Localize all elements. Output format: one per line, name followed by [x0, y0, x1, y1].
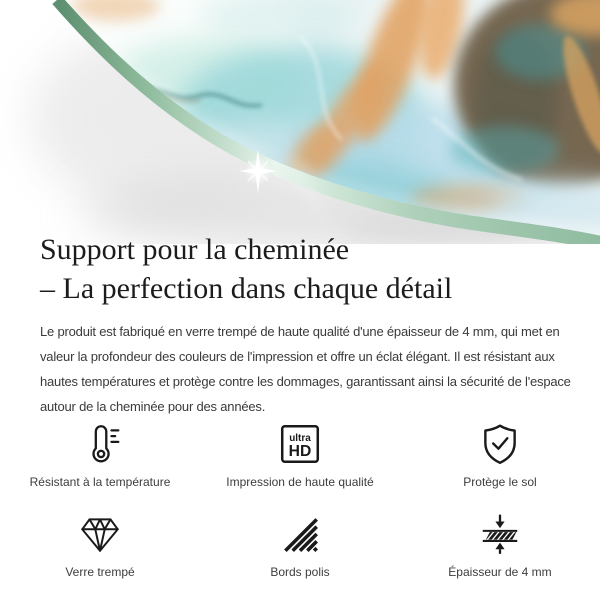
feature-label: Bords polis	[270, 565, 330, 579]
title-line-2: – La perfection dans chaque détail	[40, 272, 453, 305]
product-photo	[0, 0, 600, 244]
shield-check-icon	[477, 421, 523, 467]
feature-tempered-glass	[0, 511, 200, 579]
description-line: Le produit est fabriqué en verre trempé de haute qualité d'une épaisseur de 4 mm, qui met en	[40, 324, 560, 339]
feature-label: Résistant à la température	[29, 475, 171, 489]
diamond-icon	[77, 511, 123, 557]
ultra-hd-icon-text-bottom: HD	[288, 443, 312, 461]
feature-thickness-4mm	[400, 511, 600, 579]
feature-label: Épaisseur de 4 mm	[448, 565, 552, 579]
page-title	[40, 230, 580, 308]
feature-label: Impression de haute qualité	[226, 475, 374, 489]
product-description-section	[0, 230, 600, 419]
product-image	[0, 0, 600, 244]
feature-temperature-resistant	[0, 421, 200, 489]
description-line: autour de la cheminée pour des années.	[40, 399, 266, 414]
compressed-thickness-icon	[477, 511, 523, 557]
title-line-1: Support pour la cheminée	[40, 233, 350, 266]
product-description-text	[40, 319, 580, 419]
thermometer-icon	[77, 421, 123, 467]
feature-high-quality-print	[200, 421, 400, 489]
feature-label: Verre trempé	[65, 565, 135, 579]
feature-polished-edges	[200, 511, 400, 579]
ultra-hd-icon-text-top: ultra	[289, 432, 311, 444]
feature-grid	[0, 421, 600, 579]
description-line: valeur la profondeur des couleurs de l'impression et offre un éclat élégant. Il est résistant aux	[40, 349, 555, 364]
feature-floor-protection	[400, 421, 600, 489]
polished-edges-icon	[277, 511, 323, 557]
description-line: hautes températures et protège contre les dommages, garantissant ainsi la sécurité de l'espace	[40, 374, 571, 389]
ultra-hd-icon	[277, 421, 323, 467]
feature-label: Protège le sol	[463, 475, 537, 489]
